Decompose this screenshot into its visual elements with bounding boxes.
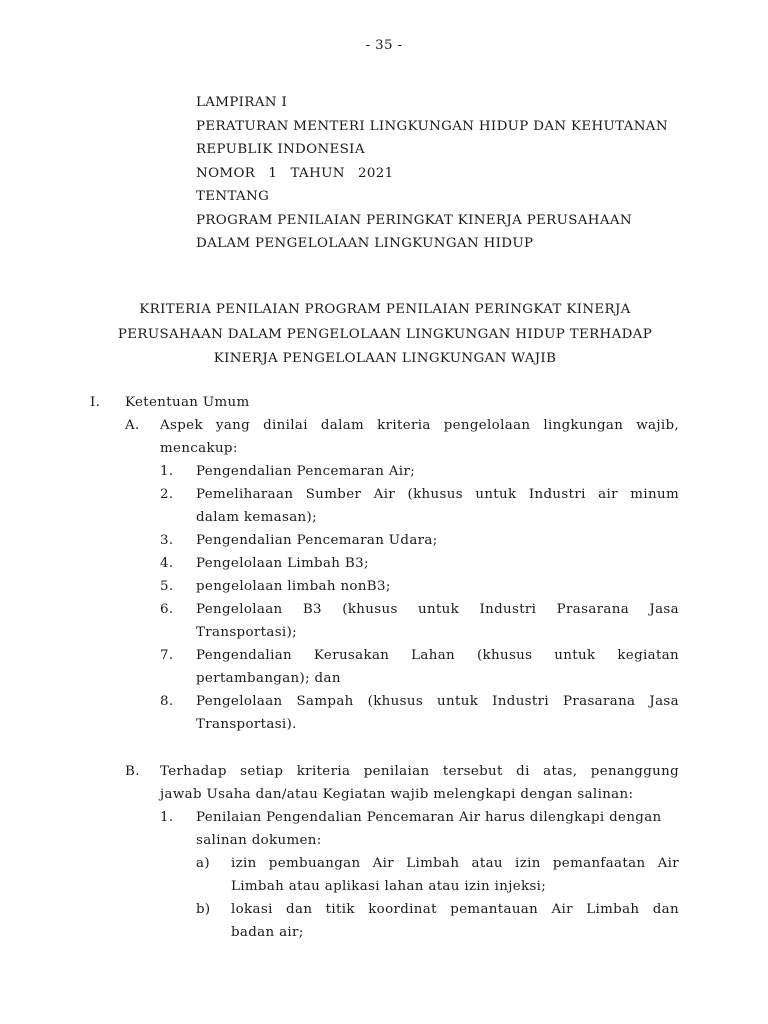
document-title [100, 298, 670, 372]
subsection-a-marker: A. [125, 418, 140, 433]
list-item-number: 5. [160, 579, 174, 594]
attachment-line: DALAM PENGELOLAAN LINGKUNGAN HIDUP [196, 236, 534, 251]
list-item-number: 1. [160, 810, 174, 825]
list-item-text: Pengelolaan Limbah B3; [196, 556, 369, 571]
list-item-text: Pengendalian Pencemaran Air; [196, 464, 416, 479]
list-item-text: pengelolaan limbah nonB3; [196, 579, 391, 594]
list-item-number: 7. [160, 648, 174, 663]
list-item-number: 3. [160, 533, 174, 548]
list-item-text: Pengelolaan Sampah (khusus untuk Industri Prasarana Jasa [196, 694, 679, 709]
list-item-number: 1. [160, 464, 174, 479]
attachment-line: REPUBLIK INDONESIA [196, 142, 365, 157]
sub-item-label: b) [196, 902, 211, 917]
sub-item-label: a) [196, 856, 210, 871]
attachment-line: LAMPIRAN I [196, 95, 288, 110]
list-item-text: Pengelolaan B3 (khusus untuk Industri Prasarana Jasa [196, 602, 679, 617]
list-item-number: 6. [160, 602, 174, 617]
attachment-header [196, 91, 696, 256]
sub-item-text: Limbah atau aplikasi lahan atau izin injeksi; [231, 879, 547, 894]
attachment-line: PROGRAM PENILAIAN PERINGKAT KINERJA PERUSAHAAN [196, 212, 632, 228]
list-item-text: Pemeliharaan Sumber Air (khusus untuk Industri air minum [196, 487, 679, 502]
sub-item-text: badan air; [231, 925, 304, 940]
list-item-text: salinan dokumen: [196, 833, 322, 848]
subsection-b-text: jawab Usaha dan/atau Kegiatan wajib melengkapi dengan salinan: [160, 787, 634, 802]
title-line: KRITERIA PENILAIAN PROGRAM PENILAIAN PERINGKAT KINERJA [139, 302, 631, 317]
attachment-line: TENTANG [196, 189, 270, 204]
section-marker: I. [90, 395, 101, 410]
subsection-a-text: Aspek yang dinilai dalam kriteria pengelolaan lingkungan wajib, [160, 418, 679, 433]
attachment-line: PERATURAN MENTERI LINGKUNGAN HIDUP DAN KEHUTANAN [196, 118, 668, 134]
list-item-text: pertambangan); dan [196, 671, 341, 686]
list-item-number: 2. [160, 487, 174, 502]
sub-item-text: lokasi dan titik koordinat pemantauan Air Limbah dan [231, 902, 679, 917]
subsection-a-text: mencakup: [160, 441, 238, 456]
section-heading: Ketentuan Umum [125, 395, 250, 410]
sub-item-text: izin pembuangan Air Limbah atau izin pemanfaatan Air [231, 856, 679, 871]
subsection-b-text: Terhadap setiap kriteria penilaian tersebut di atas, penanggung [160, 764, 679, 779]
list-item-number: 8. [160, 694, 174, 709]
list-item-number: 4. [160, 556, 174, 571]
title-line: PERUSAHAAN DALAM PENGELOLAAN LINGKUNGAN HIDUP TERHADAP [117, 326, 653, 342]
title-line: KINERJA PENGELOLAAN LINGKUNGAN WAJIB [213, 351, 557, 366]
list-item-text: Pengendalian Kerusakan Lahan (khusus untuk kegiatan [196, 648, 679, 663]
list-item-text: Penilaian Pengendalian Pencemaran Air harus dilengkapi dengan [196, 810, 662, 825]
list-item-text: Pengendalian Pencemaran Udara; [196, 533, 438, 548]
page-number: - 35 - [365, 38, 403, 53]
list-item-text: Transportasi). [196, 717, 297, 732]
attachment-line: NOMOR 1 TAHUN 2021 [196, 165, 394, 181]
subsection-b-marker: B. [125, 764, 140, 779]
list-item-text: Transportasi); [196, 625, 298, 640]
list-item-text: dalam kemasan); [196, 510, 317, 525]
